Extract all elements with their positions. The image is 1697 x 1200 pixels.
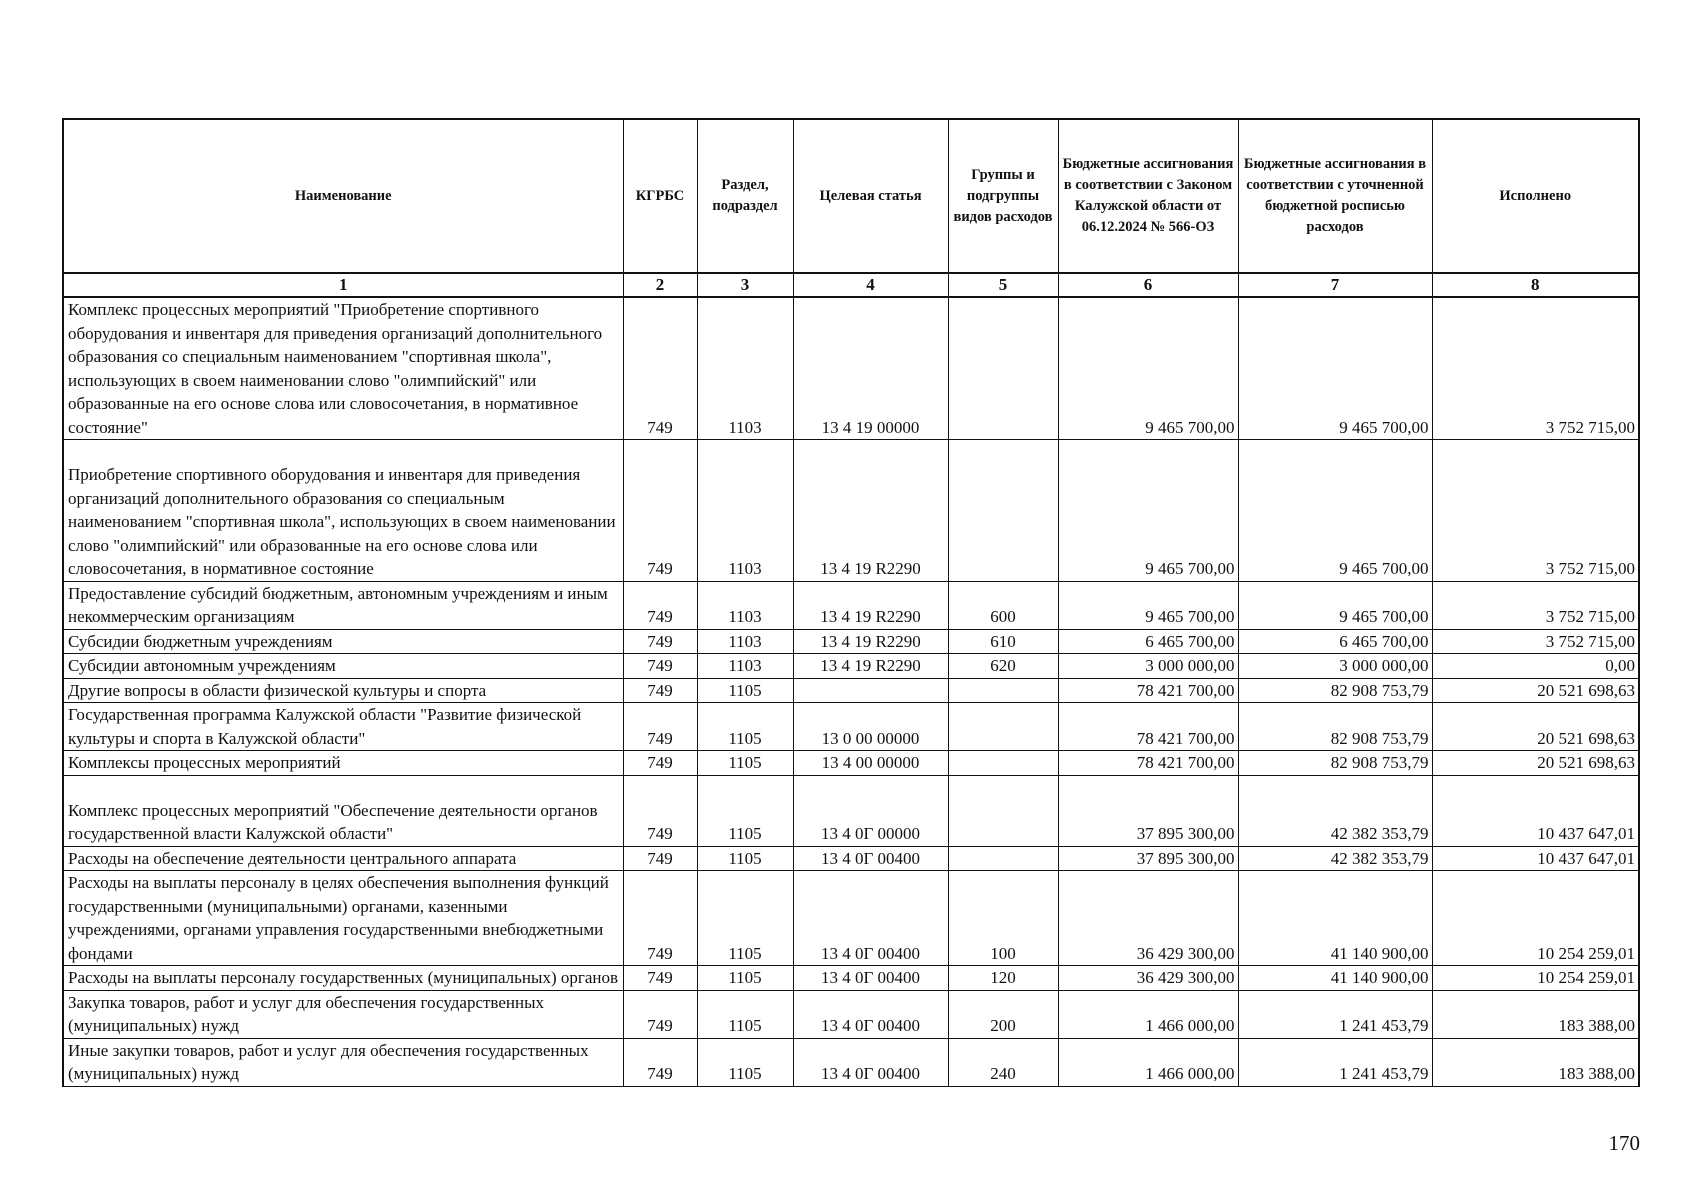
row-group <box>948 678 1058 703</box>
table-row <box>63 678 1639 703</box>
row-section: 1103 <box>697 581 793 629</box>
row-refined-amount: 42 382 353,79 <box>1238 846 1432 871</box>
row-group <box>948 703 1058 751</box>
row-kgrbs: 749 <box>623 846 697 871</box>
row-group <box>948 440 1058 582</box>
row-name: Предоставление субсидий бюджетным, автономным учреждениям и иным некоммерческим организациям <box>63 581 623 629</box>
column-number: 2 <box>623 273 697 297</box>
row-refined-amount: 9 465 700,00 <box>1238 581 1432 629</box>
row-target: 13 4 19 R2290 <box>793 440 948 582</box>
row-section: 1105 <box>697 966 793 991</box>
column-number-row <box>63 273 1639 297</box>
row-refined-amount: 82 908 753,79 <box>1238 678 1432 703</box>
row-kgrbs: 749 <box>623 990 697 1038</box>
table-row <box>63 581 1639 629</box>
row-target: 13 4 19 R2290 <box>793 654 948 679</box>
row-group <box>948 297 1058 440</box>
row-target: 13 4 0Г 00400 <box>793 990 948 1038</box>
row-name: Приобретение спортивного оборудования и инвентаря для приведения организаций дополнительного образования со специальным наименованием "спортивная школа", использующих в своем наименовании слово "олимпийский" или образованные на его основе слова или словосочетания, в нормативное состояние <box>63 440 623 582</box>
row-name: Расходы на выплаты персоналу в целях обеспечения выполнения функций государственными (муниципальными) органами, казенными учреждениями, органами управления государственными внебюджетными фондами <box>63 871 623 966</box>
row-name: Закупка товаров, работ и услуг для обеспечения государственных (муниципальных) нужд <box>63 990 623 1038</box>
row-law-amount: 6 465 700,00 <box>1058 629 1238 654</box>
table-row <box>63 654 1639 679</box>
row-target: 13 4 0Г 00400 <box>793 1038 948 1086</box>
header-target: Целевая статья <box>793 119 948 273</box>
row-group <box>948 846 1058 871</box>
row-executed-amount: 20 521 698,63 <box>1432 751 1639 776</box>
row-law-amount: 9 465 700,00 <box>1058 581 1238 629</box>
header-refined: Бюджетные ассигнования в соответствии с уточненной бюджетной росписью расходов <box>1238 119 1432 273</box>
row-law-amount: 1 466 000,00 <box>1058 990 1238 1038</box>
row-group: 100 <box>948 871 1058 966</box>
table-row <box>63 775 1639 846</box>
column-number: 1 <box>63 273 623 297</box>
row-name: Субсидии бюджетным учреждениям <box>63 629 623 654</box>
column-number: 4 <box>793 273 948 297</box>
row-executed-amount: 10 254 259,01 <box>1432 966 1639 991</box>
row-law-amount: 78 421 700,00 <box>1058 751 1238 776</box>
row-name: Комплексы процессных мероприятий <box>63 751 623 776</box>
table-row <box>63 629 1639 654</box>
row-section: 1103 <box>697 654 793 679</box>
row-kgrbs: 749 <box>623 703 697 751</box>
row-kgrbs: 749 <box>623 678 697 703</box>
row-executed-amount: 183 388,00 <box>1432 990 1639 1038</box>
row-kgrbs: 749 <box>623 966 697 991</box>
row-target: 13 4 19 R2290 <box>793 581 948 629</box>
row-target: 13 4 0Г 00400 <box>793 871 948 966</box>
header-law: Бюджетные ассигнования в соответствии с Законом Калужской области от 06.12.2024 № 566-ОЗ <box>1058 119 1238 273</box>
table-body <box>63 297 1639 1086</box>
row-executed-amount: 3 752 715,00 <box>1432 581 1639 629</box>
row-refined-amount: 9 465 700,00 <box>1238 297 1432 440</box>
column-number: 3 <box>697 273 793 297</box>
row-section: 1105 <box>697 871 793 966</box>
table-row <box>63 846 1639 871</box>
row-executed-amount: 0,00 <box>1432 654 1639 679</box>
row-target: 13 4 0Г 00400 <box>793 846 948 871</box>
row-executed-amount: 10 254 259,01 <box>1432 871 1639 966</box>
row-target: 13 0 00 00000 <box>793 703 948 751</box>
row-name: Расходы на выплаты персоналу государственных (муниципальных) органов <box>63 966 623 991</box>
row-group <box>948 775 1058 846</box>
row-target: 13 4 0Г 00400 <box>793 966 948 991</box>
header-row <box>63 119 1639 273</box>
row-group: 240 <box>948 1038 1058 1086</box>
row-name: Комплекс процессных мероприятий "Обеспечение деятельности органов государственной власти Калужской области" <box>63 775 623 846</box>
table-row <box>63 966 1639 991</box>
table-row <box>63 1038 1639 1086</box>
row-section: 1105 <box>697 990 793 1038</box>
row-group: 620 <box>948 654 1058 679</box>
row-refined-amount: 82 908 753,79 <box>1238 703 1432 751</box>
row-kgrbs: 749 <box>623 440 697 582</box>
row-law-amount: 78 421 700,00 <box>1058 678 1238 703</box>
row-section: 1103 <box>697 297 793 440</box>
row-kgrbs: 749 <box>623 871 697 966</box>
row-executed-amount: 183 388,00 <box>1432 1038 1639 1086</box>
row-group: 600 <box>948 581 1058 629</box>
row-name: Государственная программа Калужской области "Развитие физической культуры и спорта в Калужской области" <box>63 703 623 751</box>
table-row <box>63 751 1639 776</box>
row-refined-amount: 1 241 453,79 <box>1238 1038 1432 1086</box>
row-section: 1105 <box>697 703 793 751</box>
row-refined-amount: 42 382 353,79 <box>1238 775 1432 846</box>
row-refined-amount: 3 000 000,00 <box>1238 654 1432 679</box>
row-section: 1103 <box>697 440 793 582</box>
row-kgrbs: 749 <box>623 297 697 440</box>
row-law-amount: 9 465 700,00 <box>1058 297 1238 440</box>
row-kgrbs: 749 <box>623 654 697 679</box>
row-section: 1105 <box>697 775 793 846</box>
row-executed-amount: 10 437 647,01 <box>1432 775 1639 846</box>
row-kgrbs: 749 <box>623 629 697 654</box>
table-row <box>63 990 1639 1038</box>
row-refined-amount: 41 140 900,00 <box>1238 871 1432 966</box>
row-section: 1105 <box>697 846 793 871</box>
row-law-amount: 3 000 000,00 <box>1058 654 1238 679</box>
row-executed-amount: 10 437 647,01 <box>1432 846 1639 871</box>
row-kgrbs: 749 <box>623 581 697 629</box>
row-group: 120 <box>948 966 1058 991</box>
row-target <box>793 678 948 703</box>
row-kgrbs: 749 <box>623 751 697 776</box>
budget-table-sheet <box>62 118 1638 1087</box>
row-name: Расходы на обеспечение деятельности центрального аппарата <box>63 846 623 871</box>
row-group: 200 <box>948 990 1058 1038</box>
row-refined-amount: 6 465 700,00 <box>1238 629 1432 654</box>
table-row <box>63 703 1639 751</box>
row-group: 610 <box>948 629 1058 654</box>
header-group: Группы и подгруппы видов расходов <box>948 119 1058 273</box>
row-target: 13 4 19 00000 <box>793 297 948 440</box>
row-target: 13 4 00 00000 <box>793 751 948 776</box>
column-number: 8 <box>1432 273 1639 297</box>
row-law-amount: 9 465 700,00 <box>1058 440 1238 582</box>
table-row <box>63 871 1639 966</box>
row-executed-amount: 3 752 715,00 <box>1432 440 1639 582</box>
row-refined-amount: 9 465 700,00 <box>1238 440 1432 582</box>
row-name: Иные закупки товаров, работ и услуг для обеспечения государственных (муниципальных) нужд <box>63 1038 623 1086</box>
row-section: 1105 <box>697 751 793 776</box>
row-law-amount: 37 895 300,00 <box>1058 775 1238 846</box>
row-executed-amount: 3 752 715,00 <box>1432 297 1639 440</box>
row-refined-amount: 82 908 753,79 <box>1238 751 1432 776</box>
table-row <box>63 440 1639 582</box>
row-law-amount: 36 429 300,00 <box>1058 966 1238 991</box>
row-executed-amount: 3 752 715,00 <box>1432 629 1639 654</box>
page-number: 170 <box>1608 1131 1640 1155</box>
row-target: 13 4 0Г 00000 <box>793 775 948 846</box>
row-name: Другие вопросы в области физической культуры и спорта <box>63 678 623 703</box>
row-name: Комплекс процессных мероприятий "Приобретение спортивного оборудования и инвентаря для приведения организаций дополнительного образования со специальным наименованием "спортивная школа", использующих в своем наименовании слово "олимпийский" или образованные на его основе слова или словосочетания, в нормативное состояние" <box>63 297 623 440</box>
column-number: 6 <box>1058 273 1238 297</box>
header-executed: Исполнено <box>1432 119 1639 273</box>
row-law-amount: 37 895 300,00 <box>1058 846 1238 871</box>
column-number: 7 <box>1238 273 1432 297</box>
header-section: Раздел, подраздел <box>697 119 793 273</box>
row-kgrbs: 749 <box>623 1038 697 1086</box>
row-refined-amount: 1 241 453,79 <box>1238 990 1432 1038</box>
row-refined-amount: 41 140 900,00 <box>1238 966 1432 991</box>
row-section: 1103 <box>697 629 793 654</box>
row-law-amount: 36 429 300,00 <box>1058 871 1238 966</box>
table-row <box>63 297 1639 440</box>
row-name: Субсидии автономным учреждениям <box>63 654 623 679</box>
row-target: 13 4 19 R2290 <box>793 629 948 654</box>
row-section: 1105 <box>697 678 793 703</box>
row-law-amount: 78 421 700,00 <box>1058 703 1238 751</box>
row-section: 1105 <box>697 1038 793 1086</box>
row-executed-amount: 20 521 698,63 <box>1432 703 1639 751</box>
row-group <box>948 751 1058 776</box>
column-number: 5 <box>948 273 1058 297</box>
header-kgrbs: КГРБС <box>623 119 697 273</box>
row-law-amount: 1 466 000,00 <box>1058 1038 1238 1086</box>
row-kgrbs: 749 <box>623 775 697 846</box>
header-name: Наименование <box>63 119 623 273</box>
budget-table <box>62 118 1640 1087</box>
row-executed-amount: 20 521 698,63 <box>1432 678 1639 703</box>
